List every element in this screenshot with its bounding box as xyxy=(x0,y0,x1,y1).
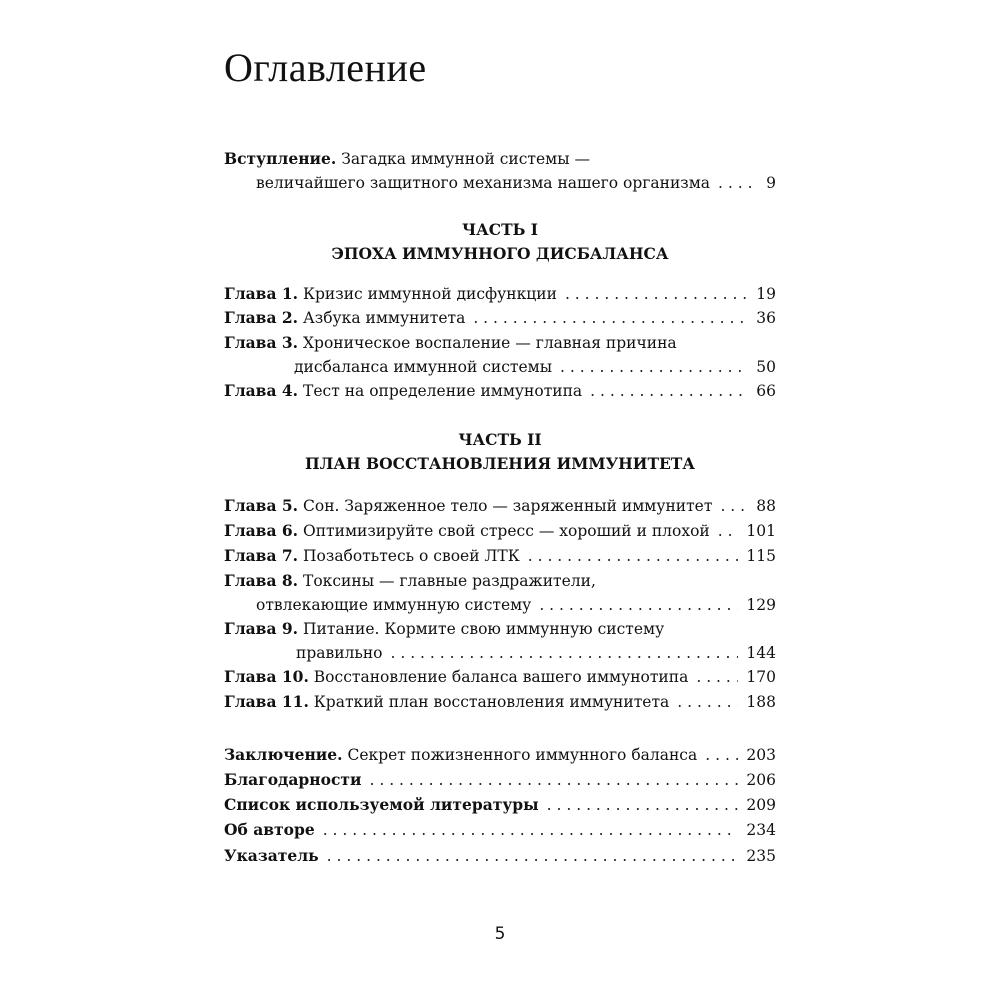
part-heading-1 xyxy=(224,218,776,266)
toc-entry-references xyxy=(224,794,776,818)
toc-entry-chapter-5 xyxy=(224,495,776,519)
entry-label: Глава 7. xyxy=(224,546,299,565)
toc-entry-intro xyxy=(224,148,776,196)
entry-label: Глава 4. xyxy=(224,381,299,400)
entry-text: Хроническое воспаление — главная причина xyxy=(303,334,677,352)
leader-dots xyxy=(560,356,748,378)
entry-text-cont: отвлекающие иммунную систему xyxy=(256,596,532,614)
page-ref: 19 xyxy=(756,285,776,303)
entry-text: Питание. Кормите свою иммунную систему xyxy=(303,620,665,638)
page-ref: 234 xyxy=(746,821,776,839)
page-ref: 209 xyxy=(746,796,776,814)
entry-label: Список используемой литературы xyxy=(224,795,539,814)
part-name: ПЛАН ВОССТАНОВЛЕНИЯ ИММУНИТЕТА xyxy=(305,454,695,473)
part-name: ЭПОХА ИММУННОГО ДИСБАЛАНСА xyxy=(331,244,669,263)
entry-label: Глава 5. xyxy=(224,496,299,515)
toc-entry-acknowledgements xyxy=(224,769,776,793)
page-ref: 235 xyxy=(746,847,776,865)
page-ref: 88 xyxy=(756,497,776,515)
leader-dots xyxy=(539,594,738,616)
page-ref: 170 xyxy=(746,668,776,686)
entry-text: Азбука иммунитета xyxy=(303,309,466,327)
leader-dots xyxy=(696,666,738,688)
toc-entry-chapter-8 xyxy=(224,570,776,618)
entry-text: Тест на определение иммунотипа xyxy=(303,382,583,400)
leader-dots xyxy=(370,769,739,791)
entry-text: Краткий план восстановления иммунитета xyxy=(313,693,670,711)
entry-label: Глава 8. xyxy=(224,571,299,590)
part-heading-2 xyxy=(224,428,776,476)
leader-dots xyxy=(720,495,748,517)
toc-entry-chapter-10 xyxy=(224,666,776,690)
entry-text-cont: дисбаланса иммунной системы xyxy=(294,358,553,376)
entry-text: Восстановление баланса вашего иммунотипа xyxy=(313,668,689,686)
leader-dots xyxy=(323,819,739,841)
toc-entry-chapter-11 xyxy=(224,691,776,715)
entry-text: Оптимизируйте свой стресс — хороший и плохой xyxy=(303,522,710,540)
page-ref: 144 xyxy=(746,644,776,662)
toc-entry-chapter-4 xyxy=(224,380,776,404)
page-ref: 9 xyxy=(766,174,776,192)
entry-text-cont: величайшего защитного механизма нашего организма xyxy=(256,174,711,192)
page-number: 5 xyxy=(494,924,506,944)
entry-label: Глава 10. xyxy=(224,667,309,686)
entry-label: Глава 11. xyxy=(224,692,309,711)
page-ref: 188 xyxy=(746,693,776,711)
entry-label: Глава 1. xyxy=(224,284,299,303)
leader-dots xyxy=(391,642,739,664)
entry-text: Сон. Заряженное тело — заряженный иммунитет xyxy=(303,497,713,515)
page-ref: 50 xyxy=(756,358,776,376)
leader-dots xyxy=(547,794,739,816)
leader-dots xyxy=(590,380,748,402)
entry-text: Загадка иммунной системы — xyxy=(341,150,590,168)
page-ref: 66 xyxy=(756,382,776,400)
toc-entry-chapter-9 xyxy=(224,618,776,666)
leader-dots xyxy=(565,283,748,305)
toc-entry-chapter-2 xyxy=(224,307,776,331)
part-number: ЧАСТЬ I xyxy=(461,220,539,239)
entry-label: Глава 2. xyxy=(224,308,299,327)
leader-dots xyxy=(327,845,739,867)
toc-entry-chapter-6 xyxy=(224,520,776,544)
toc-entry-conclusion xyxy=(224,744,776,768)
page-ref: 36 xyxy=(756,309,776,327)
toc-entry-chapter-7 xyxy=(224,545,776,569)
leader-dots xyxy=(705,744,738,766)
entry-label: Глава 9. xyxy=(224,619,299,638)
entry-label: Благодарности xyxy=(224,770,362,789)
entry-label: Об авторе xyxy=(224,820,315,839)
entry-label: Глава 3. xyxy=(224,333,299,352)
page-ref: 203 xyxy=(746,746,776,764)
page-ref: 101 xyxy=(746,522,776,540)
leader-dots xyxy=(718,172,758,194)
toc-entry-chapter-1 xyxy=(224,283,776,307)
entry-label: Указатель xyxy=(224,846,319,865)
entry-text-cont: правильно xyxy=(296,644,383,662)
page-ref: 206 xyxy=(746,771,776,789)
entry-label: Глава 6. xyxy=(224,521,299,540)
part-number: ЧАСТЬ II xyxy=(458,430,542,449)
leader-dots xyxy=(473,307,748,329)
page-ref: 115 xyxy=(746,547,776,565)
entry-label: Вступление. xyxy=(224,149,337,168)
entry-text: Секрет пожизненного иммунного баланса xyxy=(347,746,698,764)
page-ref: 129 xyxy=(746,596,776,614)
entry-text: Позаботьтесь о своей ЛТК xyxy=(303,547,520,565)
toc-entry-about-author xyxy=(224,819,776,843)
entry-text: Токсины — главные раздражители, xyxy=(303,572,596,590)
leader-dots xyxy=(718,520,739,542)
page-title: Оглавление xyxy=(224,45,427,90)
entry-text: Кризис иммунной дисфункции xyxy=(303,285,557,303)
toc-entry-index xyxy=(224,845,776,869)
leader-dots xyxy=(528,545,739,567)
toc-entry-chapter-3 xyxy=(224,332,776,380)
leader-dots xyxy=(677,691,738,713)
entry-label: Заключение. xyxy=(224,745,343,764)
